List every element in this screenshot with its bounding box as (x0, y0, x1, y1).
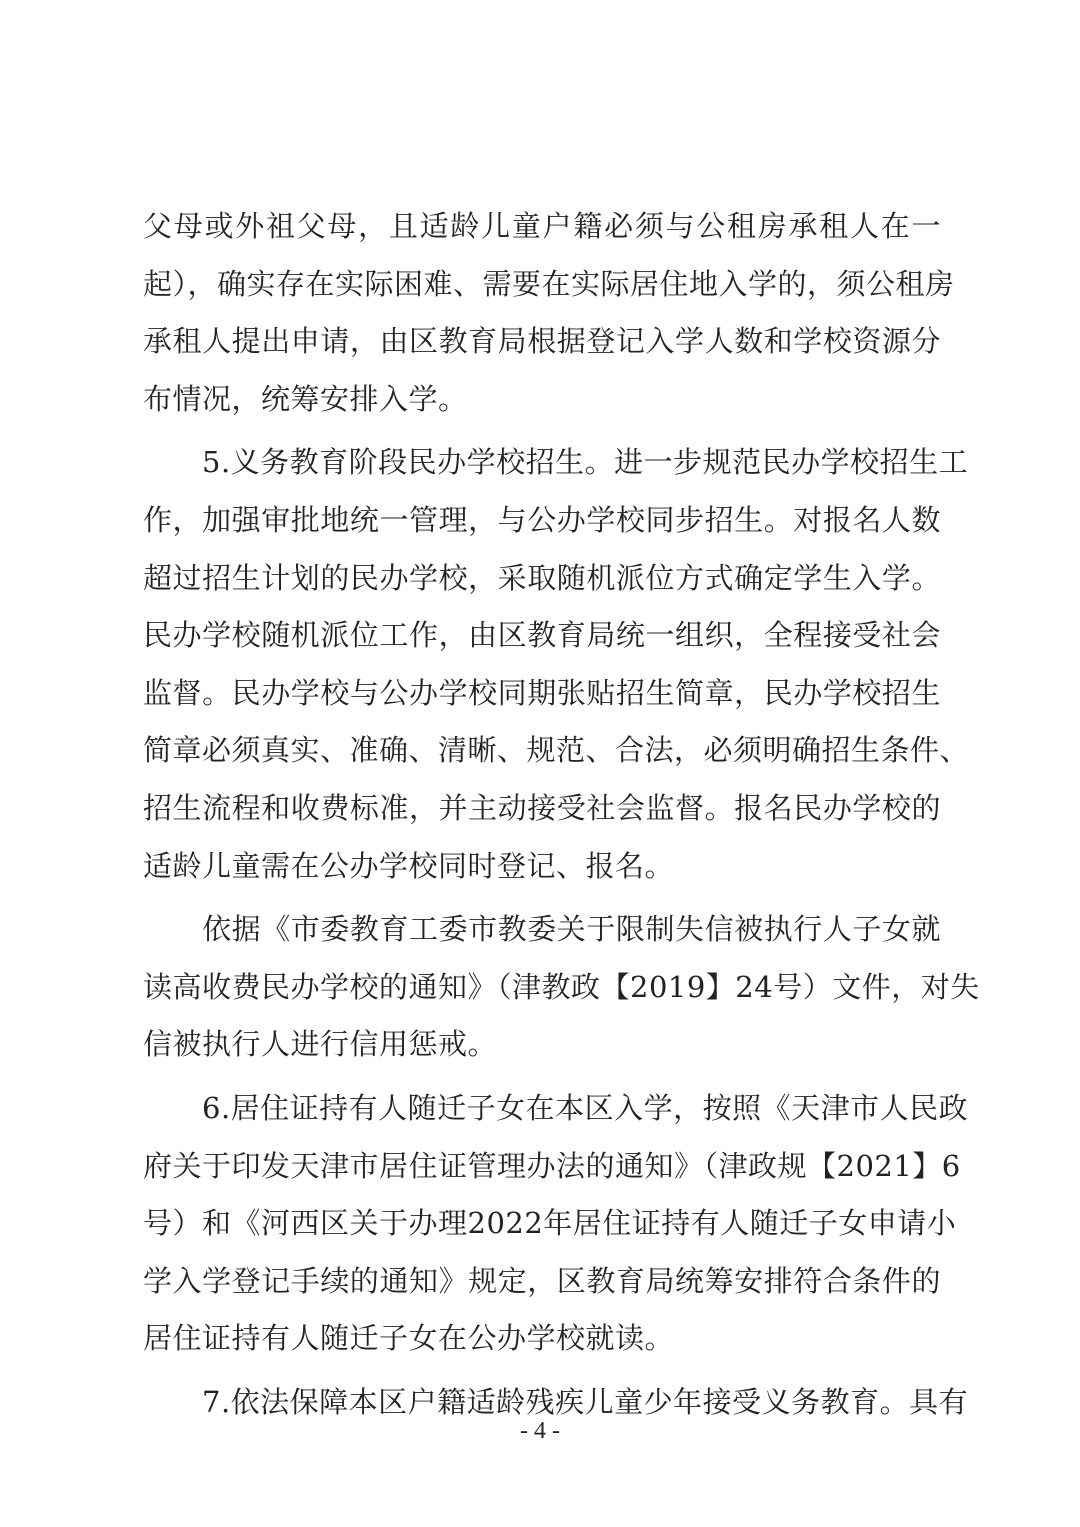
text-line: 依据《市委教育工委市教委关于限制失信被执行人子女就 (143, 912, 941, 947)
text-line: 监督。民办学校与公办学校同期张贴招生简章，民办学校招生 (143, 675, 941, 710)
text-line: 居住证持有人随迁子女在公办学校就读。 (143, 1321, 675, 1356)
text-line: 承租人提出申请，由区教育局根据登记入学人数和学校资源分 (143, 324, 941, 359)
text-line: 6.居住证持有人随迁子女在本区入学，按照《天津市人民政 (143, 1090, 969, 1125)
text-line: 适龄儿童需在公办学校同时登记、报名。 (143, 848, 675, 883)
text-line: 号）和《河西区关于办理2022年居住证持有人随迁子女申请小 (143, 1206, 957, 1241)
text-line: 府关于印发天津市居住证管理办法的通知》（津政规【2021】6 (143, 1148, 961, 1183)
text-line: 学入学登记手续的通知》规定，区教育局统筹安排符合条件的 (143, 1263, 941, 1298)
text-line: 作，加强审批地统一管理，与公办学校同步招生。对报名人数 (143, 502, 941, 537)
text-line: 起），确实存在实际困难、需要在实际居住地入学的，须公租房 (143, 266, 955, 301)
text-line: 5.义务教育阶段民办学校招生。进一步规范民办学校招生工 (143, 445, 969, 480)
paragraph (143, 901, 980, 1074)
text-line: 信被执行人进行信用惩戒。 (143, 1027, 498, 1062)
page-number: - 4 - (520, 1418, 560, 1444)
body-text (143, 198, 980, 1431)
text-line: 超过招生计划的民办学校，采取随机派位方式确定学生入学。 (143, 560, 941, 595)
text-line: 7.依法保障本区户籍适龄残疾儿童少年接受义务教育。具有 (143, 1384, 969, 1419)
paragraph (143, 1080, 969, 1368)
text-line: 简章必须真实、准确、清晰、规范、合法，必须明确招生条件、 (143, 733, 970, 768)
paragraph (143, 434, 970, 895)
text-line: 读高收费民办学校的通知》（津教政【2019】24号）文件，对失 (143, 969, 980, 1004)
text-line: 招生流程和收费标准，并主动接受社会监督。报名民办学校的 (143, 790, 941, 825)
text-line: 民办学校随机派位工作，由区教育局统一组织，全程接受社会 (143, 618, 941, 653)
paragraph (143, 198, 955, 428)
text-line: 父母或外祖父母，且适龄儿童户籍必须与公租房承租人在一 (143, 209, 941, 243)
text-line: 布情况，统筹安排入学。 (143, 381, 468, 416)
